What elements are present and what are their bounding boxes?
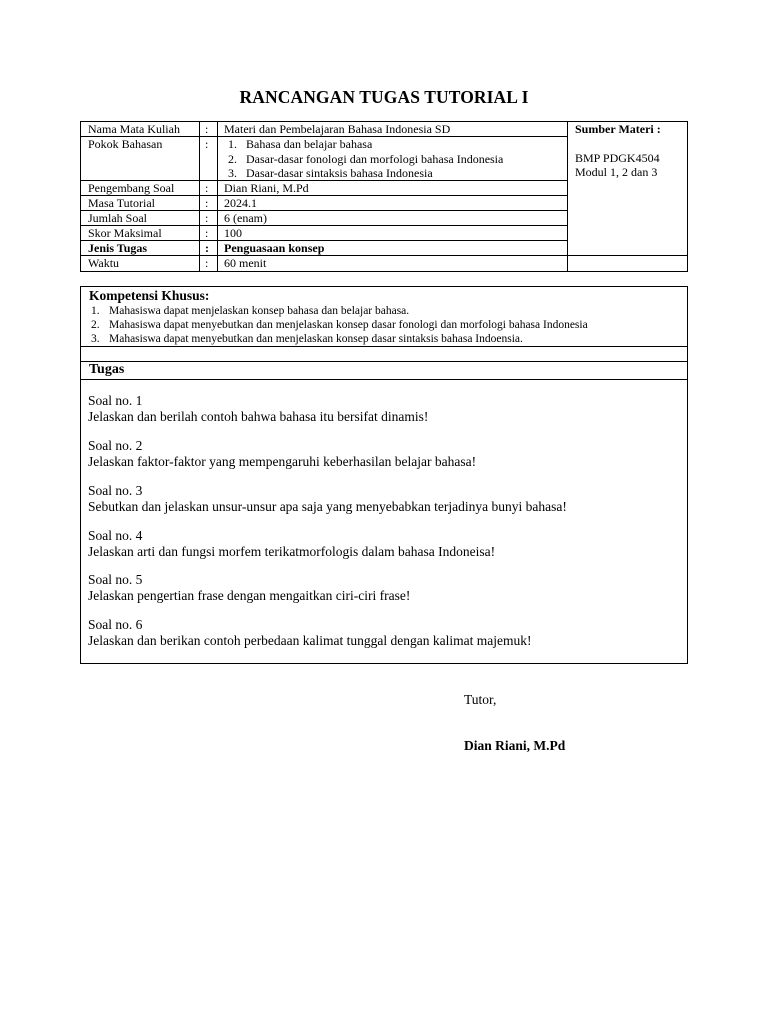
list-item: 1. Bahasa dan belajar bahasa xyxy=(228,137,373,151)
separator: : xyxy=(205,122,209,136)
divider xyxy=(81,361,687,362)
question-label: Soal no. 2 xyxy=(88,438,143,453)
competency-task-box xyxy=(80,286,688,664)
value-skor-maksimal: 100 xyxy=(224,226,242,240)
sumber-materi-line-1: BMP PDGK4504 xyxy=(575,151,660,165)
info-table xyxy=(80,121,688,272)
label-skor-maksimal: Skor Maksimal xyxy=(88,226,162,240)
row-divider xyxy=(81,210,567,211)
label-nama-mata-kuliah: Nama Mata Kuliah xyxy=(88,122,180,136)
label-waktu: Waktu xyxy=(88,256,120,270)
value-nama-mata-kuliah: Materi dan Pembelajaran Bahasa Indonesia SD xyxy=(224,122,451,136)
column-divider xyxy=(199,122,200,271)
question-label: Soal no. 1 xyxy=(88,393,143,408)
separator: : xyxy=(205,196,209,210)
question-text: Jelaskan pengertian frase dengan mengaitkan ciri-ciri frase! xyxy=(88,588,411,603)
question-label: Soal no. 5 xyxy=(88,572,143,587)
question-label: Soal no. 3 xyxy=(88,483,143,498)
value-waktu: 60 menit xyxy=(224,256,267,270)
document-title: RANCANGAN TUGAS TUTORIAL I xyxy=(239,87,529,107)
list-item: 2. Dasar-dasar fonologi dan morfologi bahasa Indonesia xyxy=(228,151,504,166)
value-masa-tutorial: 2024.1 xyxy=(224,196,257,210)
list-item: 1. Mahasiswa dapat menjelaskan konsep bahasa dan belajar bahasa. xyxy=(91,305,410,317)
value-jenis-tugas: Penguasaan konsep xyxy=(224,241,325,255)
signature-role: Tutor, xyxy=(464,692,497,707)
separator: : xyxy=(205,137,209,151)
question-5 xyxy=(88,572,410,604)
divider xyxy=(81,346,687,347)
question-text: Jelaskan arti dan fungsi morfem terikatmorfologis dalam bahasa Indoneisa! xyxy=(88,544,496,559)
kompetensi-heading: Kompetensi Khusus: xyxy=(89,288,210,303)
label-masa-tutorial: Masa Tutorial xyxy=(88,196,156,210)
label-pengembang-soal: Pengembang Soal xyxy=(88,181,175,195)
question-text: Sebutkan dan jelaskan unsur-unsur apa saja yang menyebabkan terjadinya bunyi bahasa! xyxy=(88,499,567,514)
list-item: 3. Dasar-dasar sintaksis bahasa Indonesia xyxy=(228,166,433,180)
value-jumlah-soal: 6 (enam) xyxy=(224,211,267,225)
label-jenis-tugas: Jenis Tugas xyxy=(88,241,148,255)
label-jumlah-soal: Jumlah Soal xyxy=(88,211,147,225)
signature-name: Dian Riani, M.Pd xyxy=(464,738,566,753)
value-pengembang-soal: Dian Riani, M.Pd xyxy=(224,181,309,195)
divider xyxy=(81,379,687,380)
separator: : xyxy=(205,181,209,195)
question-text: Jelaskan dan berilah contoh bahwa bahasa itu bersifat dinamis! xyxy=(88,409,429,424)
list-item: 2. Mahasiswa dapat menyebutkan dan menjelaskan konsep dasar fonologi dan morfologi bahasa Indonesia xyxy=(91,319,588,331)
kompetensi-list xyxy=(91,304,588,346)
question-label: Soal no. 6 xyxy=(88,617,143,632)
column-divider xyxy=(217,122,218,271)
question-2 xyxy=(88,438,476,470)
question-1 xyxy=(88,393,428,425)
pokok-bahasan-list xyxy=(228,137,503,181)
separator: : xyxy=(205,241,209,255)
tugas-heading: Tugas xyxy=(89,362,125,377)
column-divider xyxy=(567,122,568,271)
separator: : xyxy=(205,256,209,270)
separator: : xyxy=(205,226,209,240)
question-text: Jelaskan faktor-faktor yang mempengaruhi keberhasilan belajar bahasa! xyxy=(88,454,477,469)
question-6 xyxy=(88,617,531,649)
sumber-materi-heading: Sumber Materi : xyxy=(575,122,661,136)
label-pokok-bahasan: Pokok Bahasan xyxy=(88,137,163,151)
list-item: 3. Mahasiswa dapat menyebutkan dan menjelaskan konsep dasar sintaksis bahasa Indoensia. xyxy=(91,333,523,345)
question-3 xyxy=(88,483,567,515)
question-text: Jelaskan dan berikan contoh perbedaan kalimat tunggal dengan kalimat majemuk! xyxy=(88,633,532,648)
question-label: Soal no. 4 xyxy=(88,528,143,543)
row-divider xyxy=(81,255,687,256)
question-4 xyxy=(88,528,495,560)
separator: : xyxy=(205,211,209,225)
sumber-materi-line-2: Modul 1, 2 dan 3 xyxy=(575,165,658,179)
